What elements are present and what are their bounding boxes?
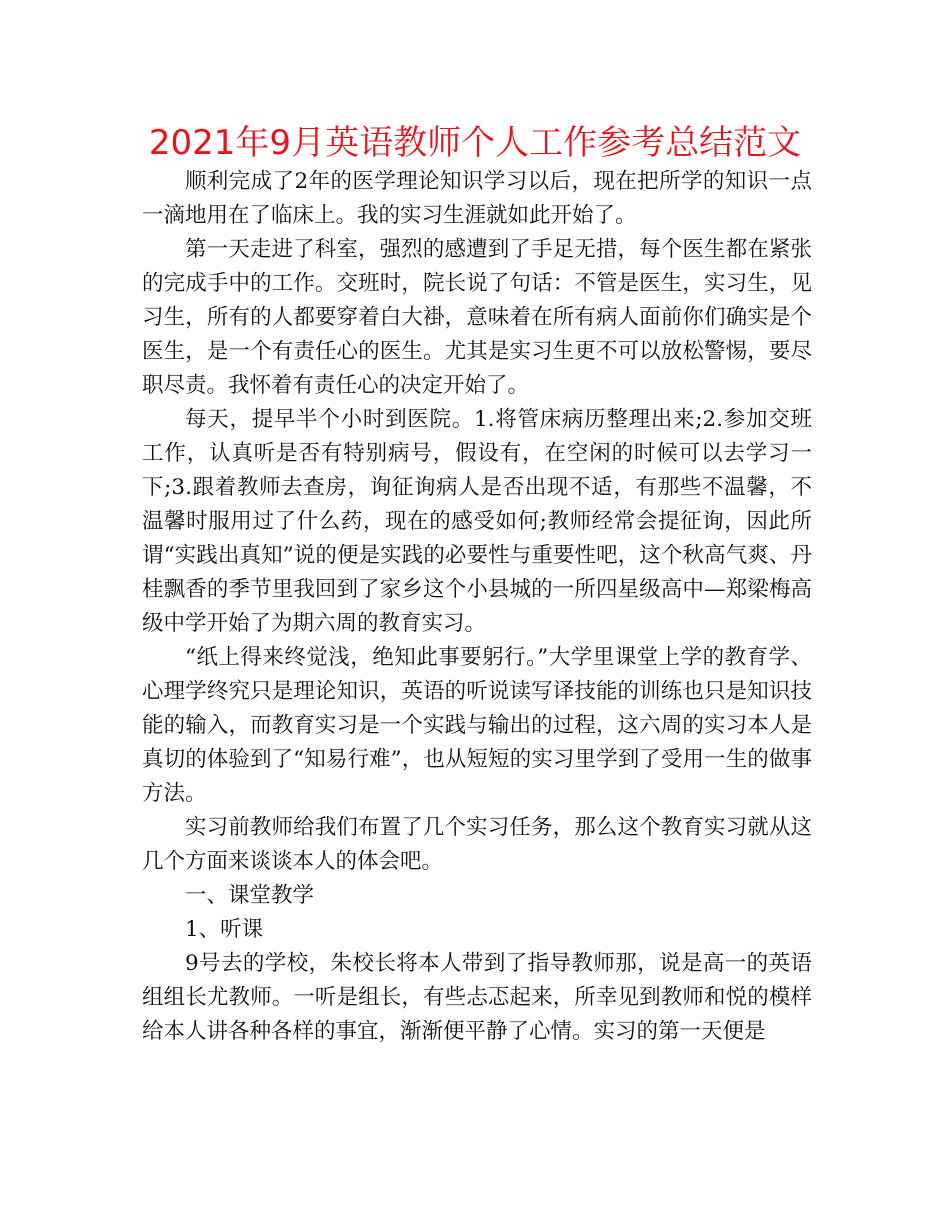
document-title: 2021年9月英语教师个人工作参考总结范文 <box>148 123 802 163</box>
paragraph-3: 每天，提早半个小时到医院。1.将管床病历整理出来;2.参加交班工作，认真听是否有特别病号，假设有，在空闲的时候可以去学习一下;3.跟着教师去查房，询征询病人是否出现不适，有那些不温馨，不温馨时服用过了什么药，现在的感受如何;教师经常会提征询，因此所谓“实践出真知”说的便是实践的必要性与重要性吧，这个秋高气爽、丹桂飘香的季节里我回到了家乡这个小县城的一所四星级高中—郑梁梅高级中学开始了为期六周的教育实习。 <box>142 407 812 636</box>
paragraph-5: 实习前教师给我们布置了几个实习任务，那么这个教育实习就从这几个方面来谈谈本人的体会吧。 <box>142 815 812 874</box>
subsection-heading-lecture-observation: 1、听课 <box>185 917 264 942</box>
paragraph-2: 第一天走进了科室，强烈的感遭到了手足无措，每个医生都在紧张的完成手中的工作。交班时，院长说了句话：不管是医生，实习生，见习生，所有的人都要穿着白大褂，意味着在所有病人面前你们确实是个医生，是一个有责任心的医生。尤其是实习生更不可以放松警惕，要尽职尽责。我怀着有责任心的决定开始了。 <box>142 237 812 398</box>
section-heading-classroom-teaching: 一、课堂教学 <box>185 883 315 908</box>
paragraph-4: “纸上得来终觉浅，绝知此事要躬行。”大学里课堂上学的教育学、心理学终究只是理论知识，英语的听说读写译技能的训练也只是知识技能的输入，而教育实习是一个实践与输出的过程，这六周的实习本人是真切的体验到了“知易行难”，也从短短的实习里学到了受用一生的做事方法。 <box>142 645 812 806</box>
paragraph-6: 9号去的学校，朱校长将本人带到了指导教师那，说是高一的英语组组长尤教师。一听是组长，有些忐忑起来，所幸见到教师和悦的模样给本人讲各种各样的事宜，渐渐便平静了心情。实习的第一天便是 <box>142 951 812 1044</box>
paragraph-1: 顺利完成了2年的医学理论知识学习以后，现在把所学的知识一点一滴地用在了临床上。我的实习生涯就如此开始了。 <box>142 169 812 228</box>
document-body <box>142 165 812 1049</box>
